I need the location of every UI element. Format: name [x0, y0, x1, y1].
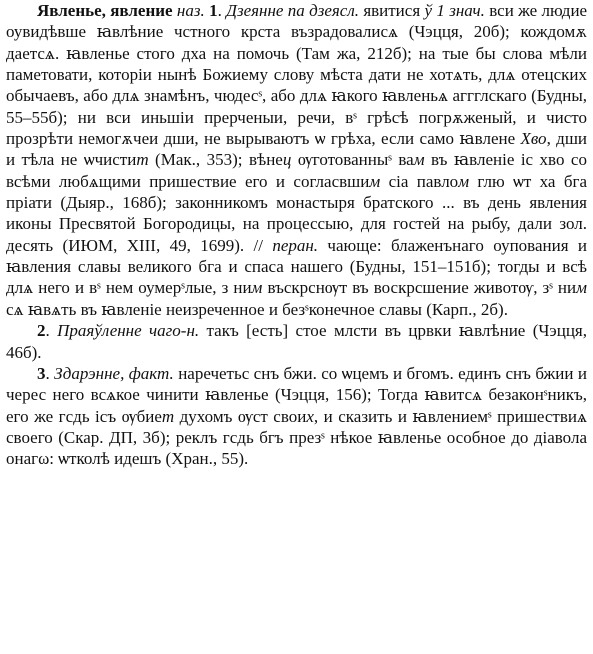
citation-italic: х: [306, 406, 314, 426]
citation-italic: м: [251, 278, 263, 298]
sense-gloss-1: Дзеянне па дзеясл.: [226, 1, 359, 20]
citation-italic: ц: [282, 150, 292, 170]
sense-1-citations-d: ѹготованныˢ ва: [291, 150, 414, 170]
part-of-speech: наз.: [176, 1, 205, 20]
sense-1-citations-c: (Мак., 353); вѣне: [148, 150, 283, 170]
citation-italic: т: [161, 406, 175, 426]
sense-number-dot: .: [45, 321, 50, 341]
sense-3-citations-c: , и сказить и ꙗвлениемˢ пришествиѧ своего (Скар. ДП, 3б); реклъ гсдь бгъ презˢ нѣкое ꙗвленье особное до діавола онагω: ѡтколѣ идешъ (Хран., 55).: [6, 406, 588, 469]
sense-3-citations-a: наречетьс снъ бжи. со ѡцемъ и бгомъ. единъ снъ бжии и черес него всѧкое чинити ꙗвленье (Чэцця, 156); Тогда ꙗвитсѧ безаконˢникъ, его же гсдь ісъ ѹбие: [6, 363, 587, 426]
reference-lemma: явитися: [363, 1, 421, 20]
entry-sense-3: [6, 363, 587, 470]
entry-headword: Явленье, явление: [37, 1, 173, 20]
sense-number-dot: .: [45, 363, 50, 383]
sense-1-citations-a: вси же людие оувидѣвше ꙗвлѣние чстного крста възрадовалисѧ (Чэцця, 20б); кождомѫ даетсѧ. ꙗвленье стого дха на помочь (Там жа, 212б); на тые бы слова мѣли паметовати, которіи нынѣ Божиему слову мѣста дати не хотѧть, длѧ отецских обычаевъ, або длѧ знамѣнъ, чюдесˢ, або длѧ ꙗкого ꙗвленьѧ аггглскаго (Будны, 55–55б); ни вси иньшіи прерченыи, речи, вˢ грѣсѣ погрѫженый, и чисто прозрѣти немогѫчеи дши, не вырываютъ ѡ грѣха, если само ꙗвлене: [6, 1, 588, 149]
sense-1-citations-e: въ ꙗвленіе іс хво со всѣми любѧщими пришествие его и согласвши: [6, 150, 587, 191]
sense-number-2: 2: [37, 321, 46, 341]
citation-italic: т: [136, 150, 149, 170]
reference-znach: знач.: [449, 1, 485, 20]
citation-italic: Хво: [520, 129, 547, 149]
citation-italic: м: [458, 171, 470, 191]
entry-sense-2: [6, 320, 587, 363]
reference-sense: ў 1: [424, 1, 445, 20]
sense-number-1: 1: [209, 1, 218, 20]
sense-gloss-2: Праяўленне чаго-н.: [57, 321, 200, 341]
transferred-meaning-label: перан.: [272, 235, 319, 255]
entry-sense-1: [6, 0, 587, 320]
sense-number-dot: .: [217, 1, 222, 20]
sense-1-citations-h: чающе: блаженънаго оупования и ꙗвления славы великого бга и спаса нашего (Будны, 151–151б); тогды и всѣ длѧ него и вˢ нем оумерˢлые, з ни: [6, 235, 588, 298]
citation-italic: м: [576, 278, 587, 298]
citation-italic: м: [369, 171, 381, 191]
sense-1-citations-f: сіа павло: [380, 171, 459, 191]
sense-gloss-3: Здарэнне, факт.: [54, 363, 174, 383]
sense-1-citations-b: , дши и тѣла не ѡчисти: [6, 129, 588, 170]
sense-2-citations: такъ [есть] стое млсти въ црвки ꙗвлѣние (Чэцця, 46б).: [6, 321, 587, 362]
sense-number-3: 3: [37, 363, 46, 383]
sense-1-citations-j: сѧ ꙗвѧть въ ꙗвленіе неизреченное и безˢконечное славы (Карп., 2б).: [6, 299, 508, 319]
sense-1-citations-i: въскрснѹт въ воскрсшение животѹ, зˢ ни: [262, 278, 577, 298]
sense-1-citations-g: глю ѡт ха бга пріати (Дыяр., 168б); законникомъ монастыря братского ... въ день явления иконы Пресвятой Богородицы, на процессыю, для гостей на рыбу, дали зол. десять (ИЮМ, XIII, 49, 1699). //: [6, 171, 587, 255]
sense-3-citations-b: духомъ ѹст свои: [174, 406, 307, 426]
citation-italic: м: [413, 150, 425, 170]
